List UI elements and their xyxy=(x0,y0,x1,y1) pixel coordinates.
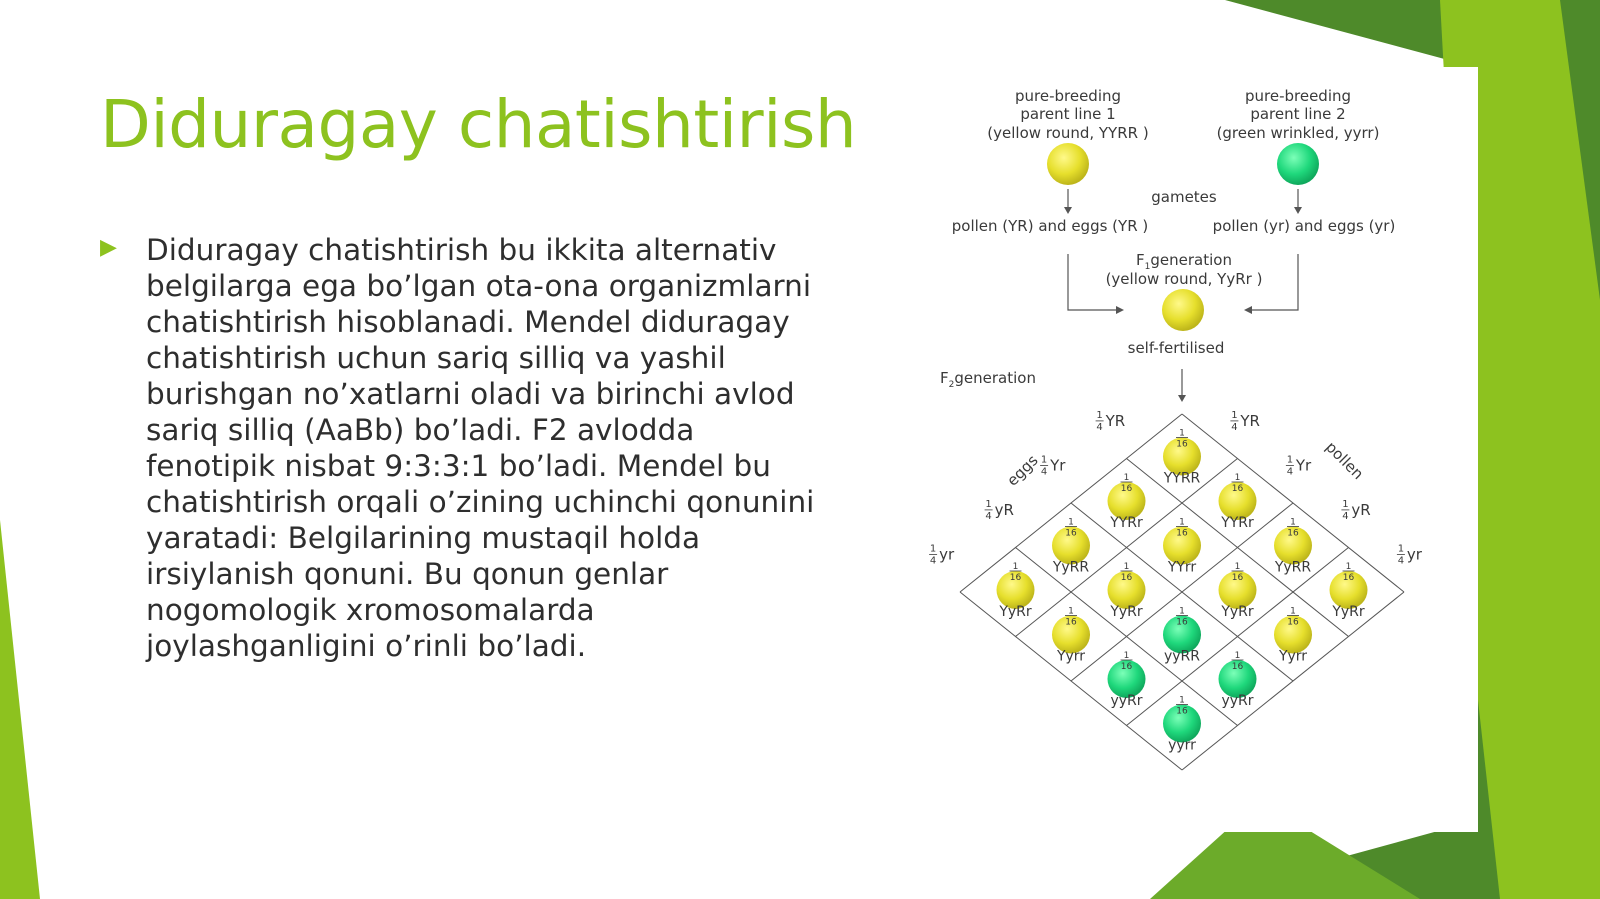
gametes-parent1: pollen (YR) and eggs (YR ) xyxy=(951,217,1149,235)
dihybrid-cross-diagram xyxy=(929,67,1478,832)
punnett-cell xyxy=(1219,651,1257,709)
genotype-label: YYrr xyxy=(1167,559,1197,576)
bullet-list xyxy=(100,232,820,664)
parent1-line3: (yellow round, YYRR ) xyxy=(987,124,1149,142)
cell-fraction-den: 16 xyxy=(1065,528,1077,539)
cell-fraction-num: 1 xyxy=(1234,562,1241,572)
parent2-line1: pure-breeding xyxy=(1244,87,1352,105)
punnett-cell xyxy=(1052,607,1090,665)
punnett-cell xyxy=(997,562,1035,620)
svg-text:1: 1 xyxy=(1397,543,1405,555)
genotype-label: YyRr xyxy=(1221,604,1254,620)
parent2-line2: parent line 2 xyxy=(1250,105,1346,123)
cell-fraction-num: 1 xyxy=(1123,651,1130,661)
punnett-cell xyxy=(1274,518,1312,576)
genotype-label: yyRr xyxy=(1110,693,1143,709)
arrow-self-fertilised-down xyxy=(1178,369,1186,402)
svg-text:4: 4 xyxy=(985,510,992,522)
dihybrid-cross-figure xyxy=(929,67,1478,832)
svg-text:Yr: Yr xyxy=(1050,456,1066,475)
cell-fraction-num: 1 xyxy=(1179,517,1185,528)
svg-text:YR: YR xyxy=(1105,411,1126,430)
svg-text:4: 4 xyxy=(1096,421,1103,433)
punnett-cell xyxy=(1274,607,1312,665)
f2-generation-label: $F_2generation$ xyxy=(940,369,1036,390)
cell-fraction-den: 16 xyxy=(1120,662,1133,672)
f1-generation-label: $F_1generation$ xyxy=(1136,251,1232,272)
svg-text:4: 4 xyxy=(929,555,937,567)
svg-text:yr: yr xyxy=(939,545,955,564)
pollen-gamete-YR xyxy=(1230,410,1260,433)
pollen-gamete-Yr xyxy=(1286,454,1312,477)
svg-text:1: 1 xyxy=(929,543,937,555)
deco-shape-left-sliver xyxy=(0,520,40,899)
genotype-label: YYRR xyxy=(1163,470,1201,487)
cell-fraction-den: 16 xyxy=(1231,573,1244,583)
cell-fraction-num: 1 xyxy=(1234,473,1241,483)
gametes-parent2: pollen (yr) and eggs (yr) xyxy=(1212,217,1396,235)
cell-fraction-num: 1 xyxy=(1234,651,1241,661)
cell-fraction-den: 16 xyxy=(1009,573,1022,583)
genotype-label: YyRr xyxy=(1110,604,1143,620)
cell-fraction-num: 1 xyxy=(1068,606,1074,617)
eggs-label: eggs xyxy=(1003,451,1042,490)
cell-fraction-den: 16 xyxy=(1287,617,1299,628)
punnett-cell xyxy=(1163,607,1201,665)
genotype-label: Yyrr xyxy=(1056,648,1086,665)
pollen-gamete-yR xyxy=(1341,499,1370,522)
punnett-cell xyxy=(1163,696,1201,754)
slide-title: Diduragay chatishtirish xyxy=(100,86,857,163)
svg-text:1: 1 xyxy=(1286,454,1294,466)
genotype-label: yyRR xyxy=(1163,648,1201,665)
pollen-gamete-yr xyxy=(1397,543,1423,566)
cell-fraction-den: 16 xyxy=(1176,528,1188,539)
svg-text:1: 1 xyxy=(1040,454,1048,466)
genotype-label: yyrr xyxy=(1168,737,1196,754)
genotype-label: YyRr xyxy=(1332,604,1365,620)
triangle-right-icon: ▶ xyxy=(100,234,117,259)
punnett-cell xyxy=(1163,518,1201,576)
svg-text:1: 1 xyxy=(1096,409,1103,421)
parent1-line2: parent line 1 xyxy=(1020,105,1116,123)
f1-detail: (yellow round, YyRr ) xyxy=(1105,270,1263,288)
punnett-cell xyxy=(1219,473,1257,531)
genotype-label: YyRr xyxy=(999,604,1032,620)
cell-fraction-den: 16 xyxy=(1120,484,1133,494)
cell-fraction-num: 1 xyxy=(1012,562,1019,572)
parent2-green-pea xyxy=(1277,143,1319,185)
cell-fraction-den: 16 xyxy=(1176,439,1188,450)
cell-fraction-den: 16 xyxy=(1342,573,1355,583)
svg-text:1: 1 xyxy=(985,498,992,510)
eggs-gamete-Yr xyxy=(1040,454,1066,477)
svg-text:1: 1 xyxy=(1342,498,1349,510)
cell-fraction-den: 16 xyxy=(1231,484,1244,494)
punnett-cell xyxy=(1108,651,1146,709)
pollen-label: pollen xyxy=(1321,437,1368,484)
self-fertilised-label: self-fertilised xyxy=(1127,339,1225,357)
svg-text:4: 4 xyxy=(1397,555,1405,567)
punnett-cells xyxy=(994,428,1371,754)
punnett-cell xyxy=(1163,429,1201,487)
punnett-cell xyxy=(1052,518,1090,576)
cell-fraction-den: 16 xyxy=(1065,617,1077,628)
cell-fraction-den: 16 xyxy=(1287,528,1299,539)
svg-text:Yr: Yr xyxy=(1295,456,1312,475)
svg-text:4: 4 xyxy=(1040,466,1048,478)
bullet-text: Diduragay chatishtirish bu ikkita alternativ belgilarga ega bo’lgan ota-ona organizmlarni chatishtirish hisoblanadi. Mendel diduragay chatishtirish uchun sariq silliq va yashil burishgan no’xatlarni oladi va birinchi avlod sariq silliq (AaBb) bo’ladi. F2 avlodda fenotipik nisbat 9:3:3:1 bo’ladi. Mendel bu chatishtirish orqali o’zining uchinchi qonunini yaratadi: Belgilarining mustaqil holda irsiylanish qonuni. Bu qonun genlar nogomologik xromosomalarda joylashganligini o’rinli bo’ladi. xyxy=(146,233,815,663)
parent2-line3: (green wrinkled, yyrr) xyxy=(1216,124,1380,142)
eggs-gamete-yR xyxy=(985,499,1014,522)
cell-fraction-den: 16 xyxy=(1176,706,1188,717)
cell-fraction-num: 1 xyxy=(1345,562,1352,572)
svg-text:4: 4 xyxy=(1231,421,1238,433)
punnett-cell xyxy=(1108,473,1146,531)
cell-fraction-den: 16 xyxy=(1120,573,1133,583)
svg-text:4: 4 xyxy=(1342,510,1349,522)
eggs-gamete-YR xyxy=(1096,410,1126,433)
eggs-gamete-labels xyxy=(929,410,1125,567)
genotype-label: YYRr xyxy=(1110,515,1143,531)
gametes-label: gametes xyxy=(1151,188,1217,206)
f1-yellow-pea xyxy=(1162,289,1204,331)
svg-text:yR: yR xyxy=(1351,500,1371,519)
svg-text:4: 4 xyxy=(1286,466,1294,478)
genotype-label: YyRR xyxy=(1052,559,1090,576)
svg-text:yr: yr xyxy=(1406,545,1422,564)
genotype-label: YyRR xyxy=(1274,559,1312,576)
genotype-label: yyRr xyxy=(1221,693,1254,709)
cell-fraction-num: 1 xyxy=(1179,606,1185,617)
punnett-cell xyxy=(1330,562,1368,620)
cell-fraction-num: 1 xyxy=(1123,473,1130,483)
svg-text:YR: YR xyxy=(1240,411,1260,430)
cell-fraction-num: 1 xyxy=(1290,606,1296,617)
cell-fraction-num: 1 xyxy=(1123,562,1130,572)
parent1-line1: pure-breeding xyxy=(1014,87,1122,105)
genotype-label: YYRr xyxy=(1221,515,1254,531)
cell-fraction-num: 1 xyxy=(1068,517,1074,528)
pollen-gamete-labels xyxy=(1230,410,1422,567)
cell-fraction-den: 16 xyxy=(1231,662,1244,672)
arrow-parent1-down xyxy=(1064,189,1072,214)
cell-fraction-num: 1 xyxy=(1179,428,1185,439)
cell-fraction-den: 16 xyxy=(1176,617,1188,628)
cell-fraction-num: 1 xyxy=(1290,517,1296,528)
punnett-cell xyxy=(1108,562,1146,620)
svg-text:yR: yR xyxy=(994,500,1014,519)
punnett-cell xyxy=(1219,562,1257,620)
cell-fraction-num: 1 xyxy=(1179,695,1185,706)
genotype-label: Yyrr xyxy=(1278,648,1308,665)
parent1-yellow-pea xyxy=(1047,143,1089,185)
svg-text:1: 1 xyxy=(1231,409,1238,421)
arrow-parent2-down xyxy=(1294,189,1302,214)
eggs-gamete-yr xyxy=(929,543,955,566)
bullet-item xyxy=(100,232,820,664)
